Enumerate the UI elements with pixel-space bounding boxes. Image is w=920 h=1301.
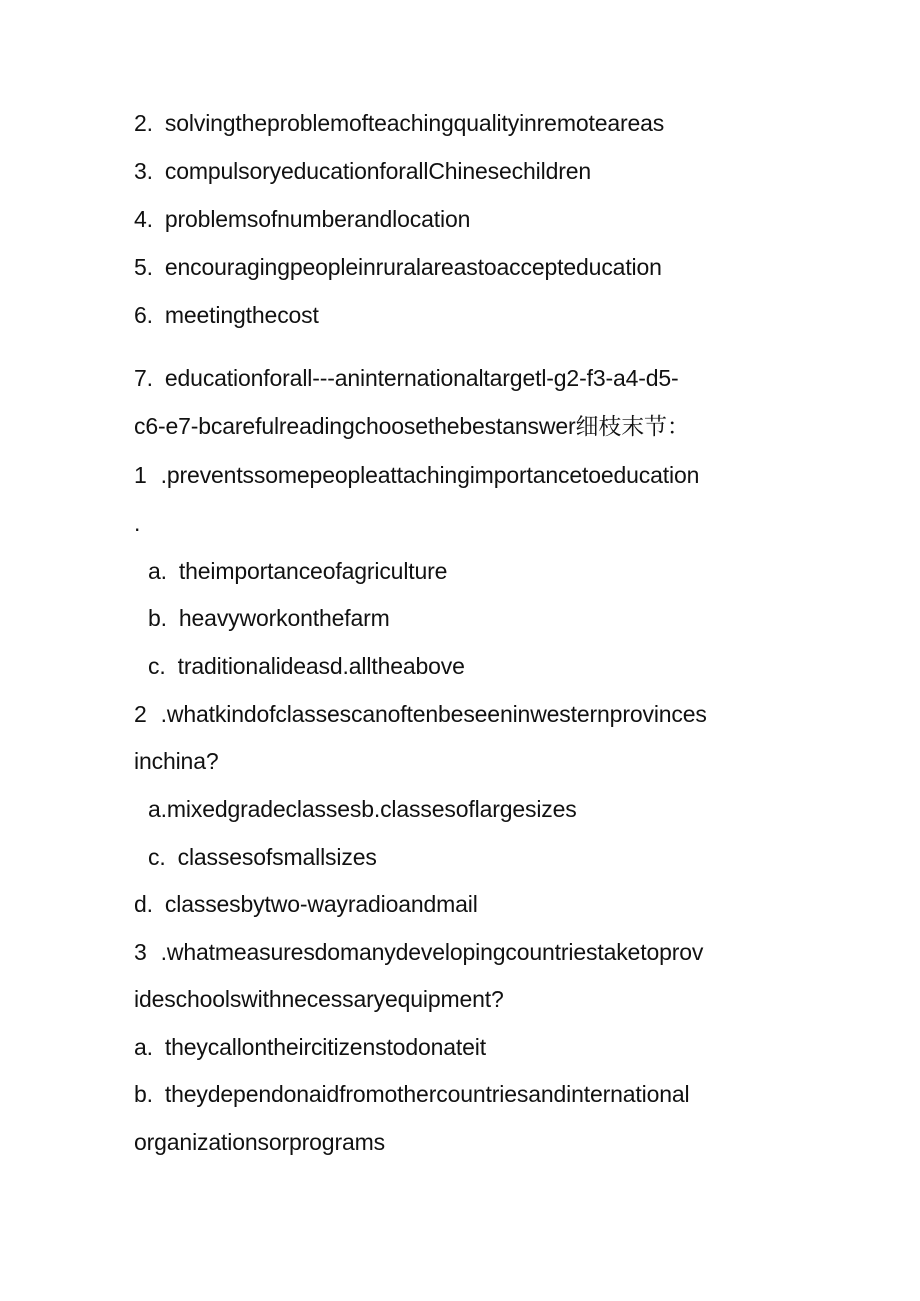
outline-item-6 [134,300,319,330]
option-text: theydependonaidfromothercountriesandinternational [164,1081,690,1107]
item-text: educationforall---aninternationaltargetl-g2-f3-a4-d5- [164,365,679,391]
option-text: traditionalideasd.alltheabove [177,653,465,679]
item-number: 6. [134,302,153,328]
question-1 [134,460,699,490]
option-text: theycallontheircitizenstodonateit [164,1034,486,1060]
question-1-option-c [148,651,465,681]
question-2-option-c [148,842,377,872]
option-letter: b. [148,605,167,631]
question-2-option-d [134,889,478,919]
question-text: .preventssomepeopleattachingimportancetoeducation [160,462,700,488]
option-letter: c. [148,844,166,870]
item-number: 7. [134,365,153,391]
option-letter: a. [134,1034,153,1060]
option-letter: c. [148,653,166,679]
option-letter: b. [134,1081,153,1107]
option-text: theimportanceofagriculture [178,558,448,584]
option-text: classesofsmallsizes [177,844,377,870]
question-text: .whatmeasuresdomanydevelopingcountriestaketoprov [160,939,704,965]
question-2-continuation [134,746,218,776]
option-text: heavyworkonthefarm [178,605,390,631]
item-number: 4. [134,206,153,232]
option-text: classesbytwo-wayradioandmail [164,891,478,917]
question-number: 3 [134,939,147,965]
question-3-option-a [134,1032,486,1062]
question-3 [134,937,703,967]
outline-item-5 [134,252,662,282]
item-text: meetingthecost [164,302,319,328]
outline-item-7 [134,363,679,393]
item-text: c6-e7-bcarefulreadingchoosethebestanswer细枝末节： [134,413,690,439]
question-3-option-b-continuation [134,1127,385,1157]
outline-item-4 [134,204,470,234]
question-3-option-b [134,1079,689,1109]
item-text: organizationsorprograms [134,1129,385,1155]
question-1-continuation [134,508,140,538]
option-letter: a. [148,558,167,584]
question-number: 2 [134,701,147,727]
outline-item-2 [134,108,664,138]
item-number: 3. [134,158,153,184]
option-letter: d. [134,891,153,917]
item-text: . [134,510,141,536]
item-number: 2. [134,110,153,136]
question-text: .whatkindofclassescanoftenbeseeninwesternprovinces [160,701,707,727]
item-text: ideschoolswithnecessaryequipment? [134,986,504,1012]
question-2 [134,699,707,729]
item-text: solvingtheproblemofteachingqualityinremoteareas [164,110,665,136]
question-3-continuation [134,984,504,1014]
item-text: encouragingpeopleinruralareastoaccepteducation [164,254,662,280]
item-number: 5. [134,254,153,280]
question-1-option-b [148,603,390,633]
answer-key-line [134,411,690,441]
question-1-option-a [148,556,447,586]
question-number: 1 [134,462,147,488]
outline-item-3 [134,156,591,186]
question-2-option-a [148,794,577,824]
item-text: inchina? [134,748,219,774]
option-text: a.mixedgradeclassesb.classesoflargesizes [148,796,577,822]
item-text: compulsoryeducationforallChinesechildren [164,158,592,184]
item-text: problemsofnumberandlocation [164,206,471,232]
